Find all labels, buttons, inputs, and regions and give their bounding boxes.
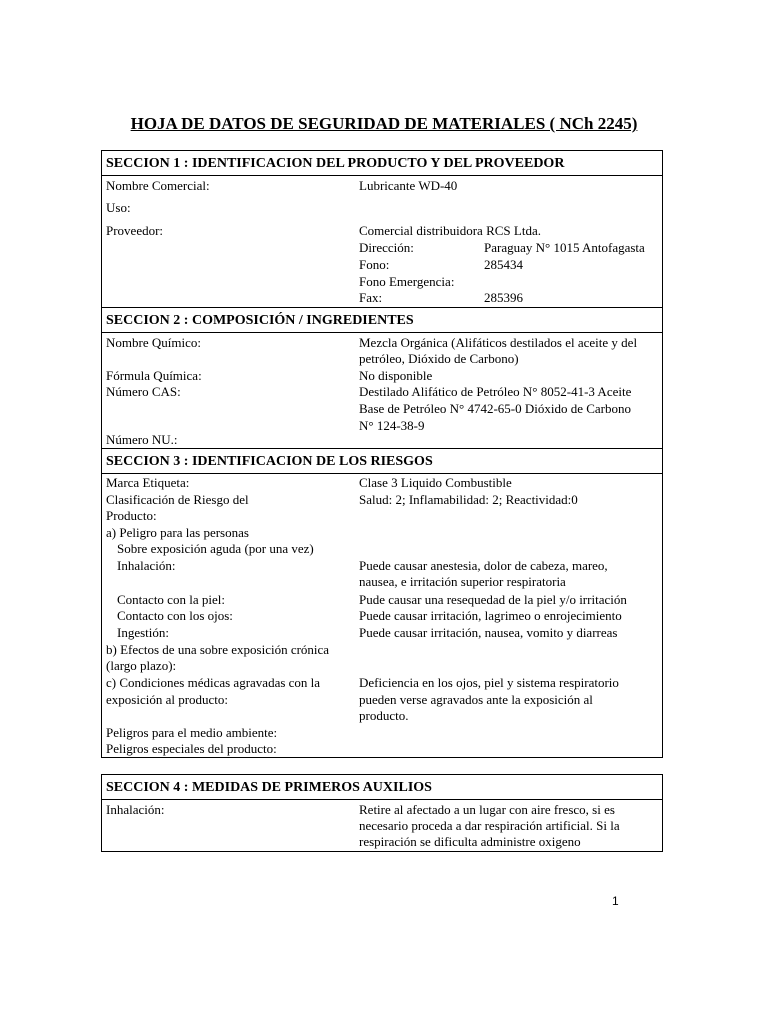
nombre-quimico-line-2: petróleo, Dióxido de Carbono) — [359, 351, 519, 366]
direccion-value: Paraguay N° 1015 Antofagasta — [484, 240, 645, 255]
section-3-body — [102, 474, 662, 757]
condiciones-medicas-line-1: Deficiencia en los ojos, piel y sistema respiratorio — [359, 675, 619, 690]
direccion-label: Dirección: — [359, 240, 414, 255]
inhalacion-line-1: Puede causar anestesia, dolor de cabeza, mareo, — [359, 558, 608, 573]
fono-label: Fono: — [359, 257, 390, 272]
section-1-body — [102, 176, 662, 307]
numero-cas-line-3: N° 124-38-9 — [359, 418, 425, 433]
marca-etiqueta-label: Marca Etiqueta: — [106, 475, 190, 490]
numero-nu-label: Número NU.: — [106, 432, 178, 447]
proveedor-label: Proveedor: — [106, 223, 164, 238]
section-4-body — [102, 800, 662, 851]
document-title: HOJA DE DATOS DE SEGURIDAD DE MATERIALES ( NCh 2245) — [130, 114, 638, 133]
section-2 — [101, 307, 663, 449]
peligros-especiales-label: Peligros especiales del producto: — [106, 741, 277, 756]
section-2-header: SECCION 2 : COMPOSICIÓN / INGREDIENTES — [102, 308, 662, 333]
ingestion-value: Puede causar irritación, nausea, vomito y diarreas — [359, 625, 618, 640]
inhalacion-line-2: nausea, e irritación superior respiratoria — [359, 574, 566, 589]
nombre-comercial-value: Lubricante WD-40 — [359, 178, 458, 193]
exposicion-cronica-label-line-2: (largo plazo): — [106, 658, 177, 673]
clasificacion-value: Salud: 2; Inflamabilidad: 2; Reactividad:0 — [359, 492, 578, 507]
exposicion-cronica-label-line-1: b) Efectos de una sobre exposición crónica — [106, 642, 330, 657]
primeros-auxilios-inhalacion-label: Inhalación: — [106, 802, 165, 817]
condiciones-medicas-line-2: pueden verse agravados ante la exposición al — [359, 692, 593, 707]
primeros-auxilios-inhalacion-line-3: respiración se dificulta administre oxigeno — [359, 834, 581, 849]
section-1 — [101, 150, 663, 308]
fono-value: 285434 — [484, 257, 523, 272]
fono-emergencia-label: Fono Emergencia: — [359, 274, 455, 289]
peligros-medio-ambiente-label: Peligros para el medio ambiente: — [106, 725, 278, 740]
primeros-auxilios-inhalacion-line-2: necesario proceda a dar respiración artificial. Si la — [359, 818, 620, 833]
nombre-comercial-label: Nombre Comercial: — [106, 178, 210, 193]
page-number: 1 — [612, 894, 619, 908]
section-4-header: SECCION 4 : MEDIDAS DE PRIMEROS AUXILIOS — [102, 775, 662, 800]
peligro-personas-heading: a) Peligro para las personas — [106, 525, 249, 540]
contacto-ojos-label: Contacto con los ojos: — [117, 608, 233, 623]
clasificacion-label-line-2: Producto: — [106, 508, 157, 523]
fax-label: Fax: — [359, 290, 383, 305]
fax-value: 285396 — [484, 290, 523, 305]
condiciones-medicas-label-line-2: exposición al producto: — [106, 692, 229, 707]
section-4 — [101, 774, 663, 852]
section-1-header: SECCION 1 : IDENTIFICACION DEL PRODUCTO Y DEL PROVEEDOR — [102, 151, 662, 176]
nombre-quimico-line-1: Mezcla Orgánica (Alifáticos destilados el aceite y del — [359, 335, 638, 350]
contacto-piel-value: Pude causar una resequedad de la piel y/o irritación — [359, 592, 627, 607]
uso-label: Uso: — [106, 200, 131, 215]
formula-quimica-label: Fórmula Química: — [106, 368, 202, 383]
ingestion-label: Ingestión: — [117, 625, 169, 640]
marca-etiqueta-value: Clase 3 Liquido Combustible — [359, 475, 512, 490]
proveedor-value: Comercial distribuidora RCS Ltda. — [359, 223, 541, 238]
section-3-header: SECCION 3 : IDENTIFICACION DE LOS RIESGOS — [102, 449, 662, 474]
contacto-piel-label: Contacto con la piel: — [117, 592, 225, 607]
inhalacion-label: Inhalación: — [117, 558, 176, 573]
condiciones-medicas-label-line-1: c) Condiciones médicas agravadas con la — [106, 675, 321, 690]
nombre-quimico-label: Nombre Químico: — [106, 335, 201, 350]
numero-cas-line-2: Base de Petróleo N° 4742-65-0 Dióxido de Carbono — [359, 401, 632, 416]
section-3 — [101, 448, 663, 758]
contacto-ojos-value: Puede causar irritación, lagrimeo o enrojecimiento — [359, 608, 622, 623]
sobreexposicion-heading: Sobre exposición aguda (por una vez) — [117, 541, 314, 556]
primeros-auxilios-inhalacion-line-1: Retire al afectado a un lugar con aire fresco, si es — [359, 802, 615, 817]
numero-cas-line-1: Destilado Alifático de Petróleo N° 8052-41-3 Aceite — [359, 384, 632, 399]
section-2-body — [102, 333, 662, 448]
numero-cas-label: Número CAS: — [106, 384, 181, 399]
clasificacion-label-line-1: Clasificación de Riesgo del — [106, 492, 249, 507]
formula-quimica-value: No disponible — [359, 368, 433, 383]
condiciones-medicas-line-3: producto. — [359, 708, 409, 723]
